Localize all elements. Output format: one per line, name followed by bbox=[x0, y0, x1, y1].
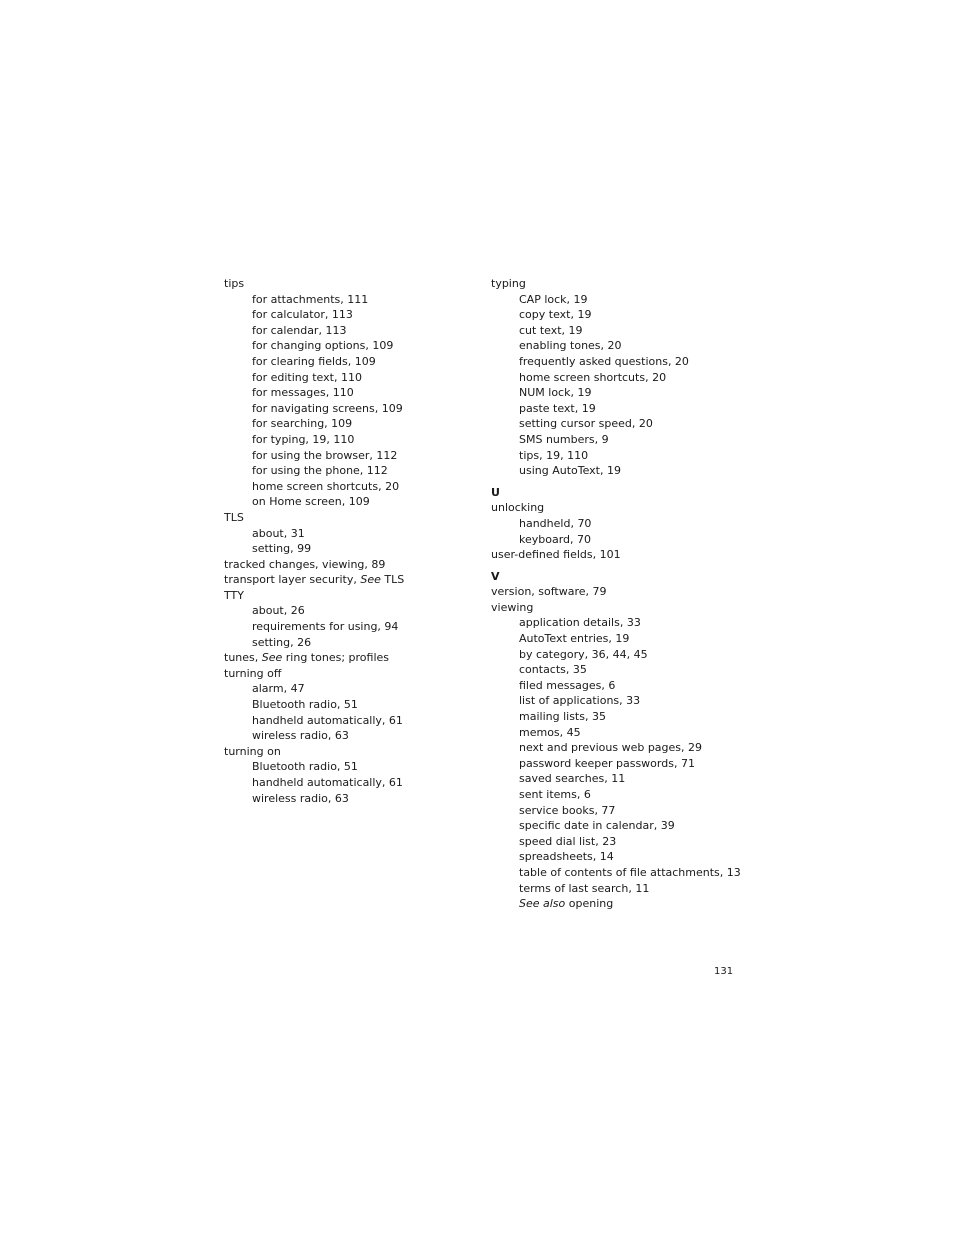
index-subentry: wireless radio, 63 bbox=[252, 791, 349, 805]
index-subentry: frequently asked questions, 20 bbox=[519, 354, 689, 368]
index-subentry: filed messages, 6 bbox=[519, 678, 616, 692]
see-target: ring tones; profiles bbox=[282, 651, 389, 665]
index-subentry: for searching, 109 bbox=[252, 417, 353, 431]
index-subentry: for using the browser, 112 bbox=[252, 448, 398, 462]
index-entry: unlocking bbox=[491, 501, 545, 515]
index-subentry: AutoText entries, 19 bbox=[519, 632, 630, 646]
index-subentry: saved searches, 11 bbox=[519, 772, 626, 786]
index-subentry: for messages, 110 bbox=[252, 386, 354, 400]
entry-text: transport layer security, bbox=[224, 573, 361, 587]
index-subentry: by category, 36, 44, 45 bbox=[519, 647, 648, 661]
index-subentry: mailing lists, 35 bbox=[519, 710, 606, 724]
index-column-right bbox=[491, 276, 751, 912]
index-subentry: enabling tones, 20 bbox=[519, 339, 622, 353]
index-subentry: for calendar, 113 bbox=[252, 323, 347, 337]
index-subentry: handheld automatically, 61 bbox=[252, 776, 403, 789]
index-subentry: paste text, 19 bbox=[519, 401, 596, 415]
index-subentry: requirements for using, 94 bbox=[252, 620, 399, 634]
see-reference: See bbox=[360, 573, 381, 587]
index-subentry: specific date in calendar, 39 bbox=[519, 819, 675, 833]
index-subentry: keyboard, 70 bbox=[519, 532, 592, 546]
index-subentry: home screen shortcuts, 20 bbox=[252, 479, 400, 493]
index-subentry: speed dial list, 23 bbox=[519, 834, 617, 848]
index-subentry: table of contents of file attachments, 13 bbox=[519, 865, 741, 879]
entry-text: tunes, bbox=[224, 651, 262, 665]
index-subentry: about, 26 bbox=[252, 604, 305, 618]
index-subentry: alarm, 47 bbox=[252, 682, 305, 696]
index-subentry bbox=[491, 896, 751, 912]
index-entry: tips bbox=[224, 277, 245, 290]
index-subentry: for using the phone, 112 bbox=[252, 464, 388, 478]
index-subentry: cut text, 19 bbox=[519, 323, 583, 337]
index-subentry: sent items, 6 bbox=[519, 788, 591, 801]
index-entry: user-defined fields, 101 bbox=[491, 548, 621, 562]
see-reference: See bbox=[261, 651, 283, 665]
see-target: opening bbox=[565, 897, 614, 911]
index-entry: version, software, 79 bbox=[491, 585, 607, 599]
index-subentry: contacts, 35 bbox=[519, 663, 587, 677]
index-letter-heading: U bbox=[491, 485, 500, 499]
index-entry bbox=[224, 572, 464, 588]
index-subentry: next and previous web pages, 29 bbox=[519, 741, 703, 755]
index-subentry: spreadsheets, 14 bbox=[519, 850, 614, 864]
index-subentry: about, 31 bbox=[252, 526, 305, 540]
index-subentry: Bluetooth radio, 51 bbox=[252, 760, 358, 774]
page-number: 131 bbox=[714, 966, 734, 977]
index-entry: turning on bbox=[224, 744, 281, 758]
index-subentry: home screen shortcuts, 20 bbox=[519, 370, 667, 384]
index-subentry: for clearing fields, 109 bbox=[252, 354, 376, 368]
see-reference: See also bbox=[519, 897, 566, 911]
index-subentry: on Home screen, 109 bbox=[252, 495, 370, 509]
index-column-left bbox=[224, 276, 464, 806]
index-letter-heading: V bbox=[491, 569, 500, 583]
index-entry: turning off bbox=[224, 666, 282, 680]
index-entry: tracked changes, viewing, 89 bbox=[224, 557, 386, 571]
index-subentry: for navigating screens, 109 bbox=[252, 401, 403, 415]
see-target: TLS bbox=[380, 573, 405, 587]
index-subentry: using AutoText, 19 bbox=[519, 464, 621, 478]
index-subentry: for attachments, 111 bbox=[252, 292, 369, 306]
index-subentry: CAP lock, 19 bbox=[519, 292, 588, 306]
index-entry: TTY bbox=[224, 588, 244, 602]
index-subentry: list of applications, 33 bbox=[519, 694, 641, 708]
index-subentry: handheld, 70 bbox=[519, 516, 592, 530]
index-subentry: SMS numbers, 9 bbox=[519, 432, 609, 446]
index-subentry: setting cursor speed, 20 bbox=[519, 417, 653, 431]
index-subentry: setting, 26 bbox=[252, 635, 312, 649]
index-subentry: copy text, 19 bbox=[519, 308, 592, 322]
index-subentry: setting, 99 bbox=[252, 542, 312, 556]
index-subentry: tips, 19, 110 bbox=[519, 448, 589, 462]
index-subentry: memos, 45 bbox=[519, 725, 581, 739]
index-subentry: wireless radio, 63 bbox=[252, 729, 349, 743]
index-entry: TLS bbox=[224, 510, 244, 524]
index-subentry: NUM lock, 19 bbox=[519, 386, 592, 400]
index-entry: viewing bbox=[491, 600, 534, 614]
index-subentry: for changing options, 109 bbox=[252, 339, 394, 353]
index-subentry: application details, 33 bbox=[519, 616, 641, 630]
index-subentry: terms of last search, 11 bbox=[519, 881, 650, 895]
index-subentry: Bluetooth radio, 51 bbox=[252, 698, 358, 712]
index-subentry: service books, 77 bbox=[519, 803, 616, 817]
index-entry: typing bbox=[491, 277, 526, 290]
index-entry bbox=[224, 650, 464, 666]
index-subentry: for editing text, 110 bbox=[252, 370, 362, 384]
index-subentry: for calculator, 113 bbox=[252, 308, 353, 322]
index-subentry: password keeper passwords, 71 bbox=[519, 756, 695, 770]
index-subentry: for typing, 19, 110 bbox=[252, 432, 355, 446]
index-subentry: handheld automatically, 61 bbox=[252, 713, 403, 727]
